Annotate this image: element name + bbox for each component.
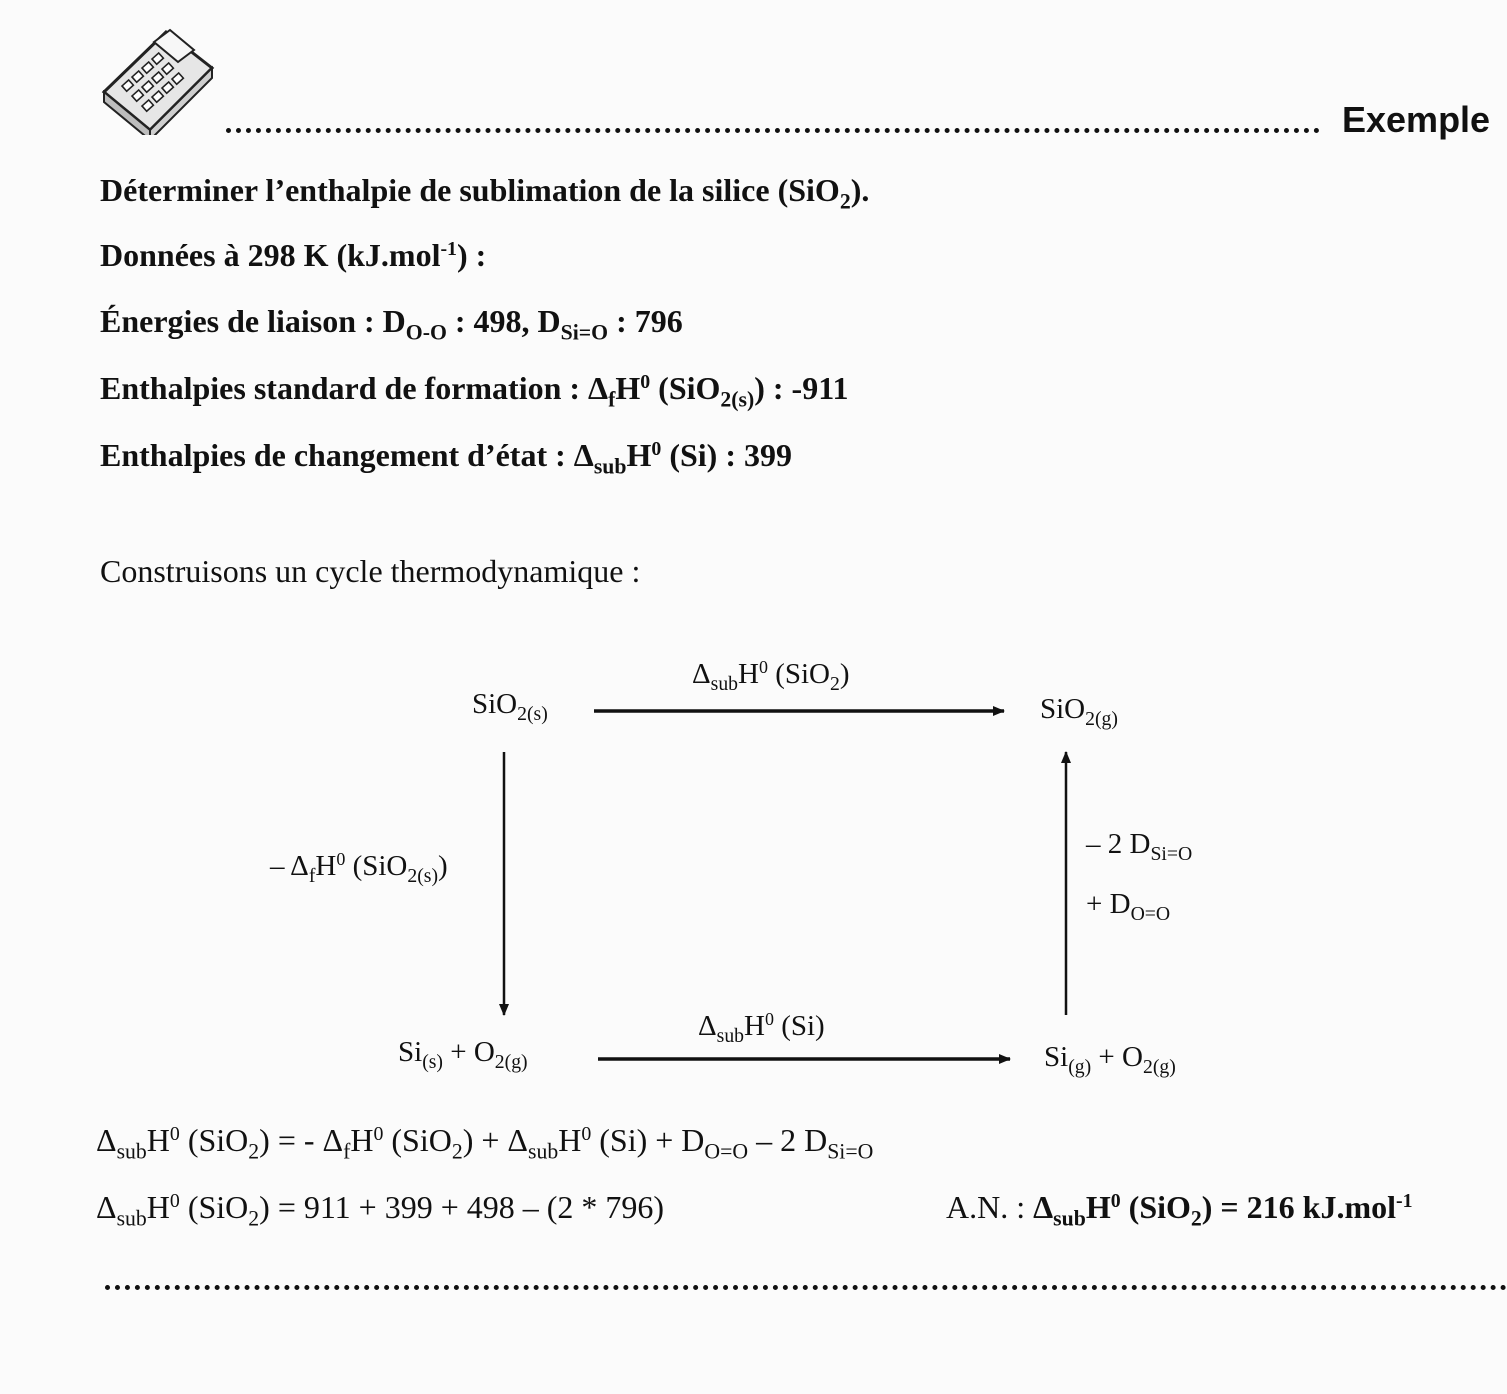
question-line-5: Enthalpies de changement d’état : $\Delta_{sub}H^0$ (Si) : 399 xyxy=(100,437,792,479)
right-arrow-label-2: + $D_{O=O}$ xyxy=(1086,888,1171,925)
bottom-arrow-label: $\Delta_{sub}H^0$ (Si) xyxy=(698,1009,825,1047)
question-line-3: Énergies de liaison : $D_{O-O}$ : 498, $D_{Si=O}$ : 796 xyxy=(100,303,683,345)
question-line-2: Données à 298 K (kJ.mol$^{-1}$) : xyxy=(100,237,487,273)
intro-text: Construisons un cycle thermodynamique : xyxy=(100,553,641,589)
top-arrow-label: $\Delta_{sub}H^0$ (SiO$_2$) xyxy=(692,657,850,695)
header-dotted-rule xyxy=(226,128,1320,133)
right-arrow-label-1: – 2 $D_{Si=O}$ xyxy=(1086,828,1193,865)
node-sio2-gas: SiO$_{2(g)}$ xyxy=(1040,693,1118,730)
node-si-o2-gas: $Si_{(g)} + O_{2(g)}$ xyxy=(1044,1041,1176,1078)
result-equation-1: $\Delta_{sub}H^0$ (SiO$_2$) = - $\Delta_fH^0$ $(SiO_2) + \Delta_{sub}H^0$ $(Si) + D_{O=O} - 2$ $D_{Si=O}$ xyxy=(96,1122,874,1164)
result-equation-2: $\Delta_{sub}H^0$ (SiO$_2$) = 911 + 399 + 498 – (2 * 796) xyxy=(96,1189,665,1231)
numerical-application: A.N. : $\Delta_{sub}H^0$ (SiO$_2$) = 216 kJ.mol$^{-1}$ xyxy=(946,1189,1413,1231)
node-sio2-solid: SiO$_{2(s)}$ xyxy=(472,688,548,725)
question-line-1: Déterminer l’enthalpie de sublimation de la silice (SiO$_2$). xyxy=(100,172,870,214)
calculator-icon xyxy=(96,20,216,135)
node-si-o2-solid: $Si_{(s)} + O_{2(g)}$ xyxy=(398,1036,528,1073)
left-arrow-label: – $\Delta_fH^0$ (SiO$_{2(s)}$) xyxy=(270,849,448,887)
footer-dotted-rule xyxy=(105,1285,1507,1290)
question-line-4: Enthalpies standard de formation : $\Delta_fH^0$ (SiO$_{2(s)}$) : -911 xyxy=(100,370,849,412)
section-title: Exemple xyxy=(1342,99,1491,140)
